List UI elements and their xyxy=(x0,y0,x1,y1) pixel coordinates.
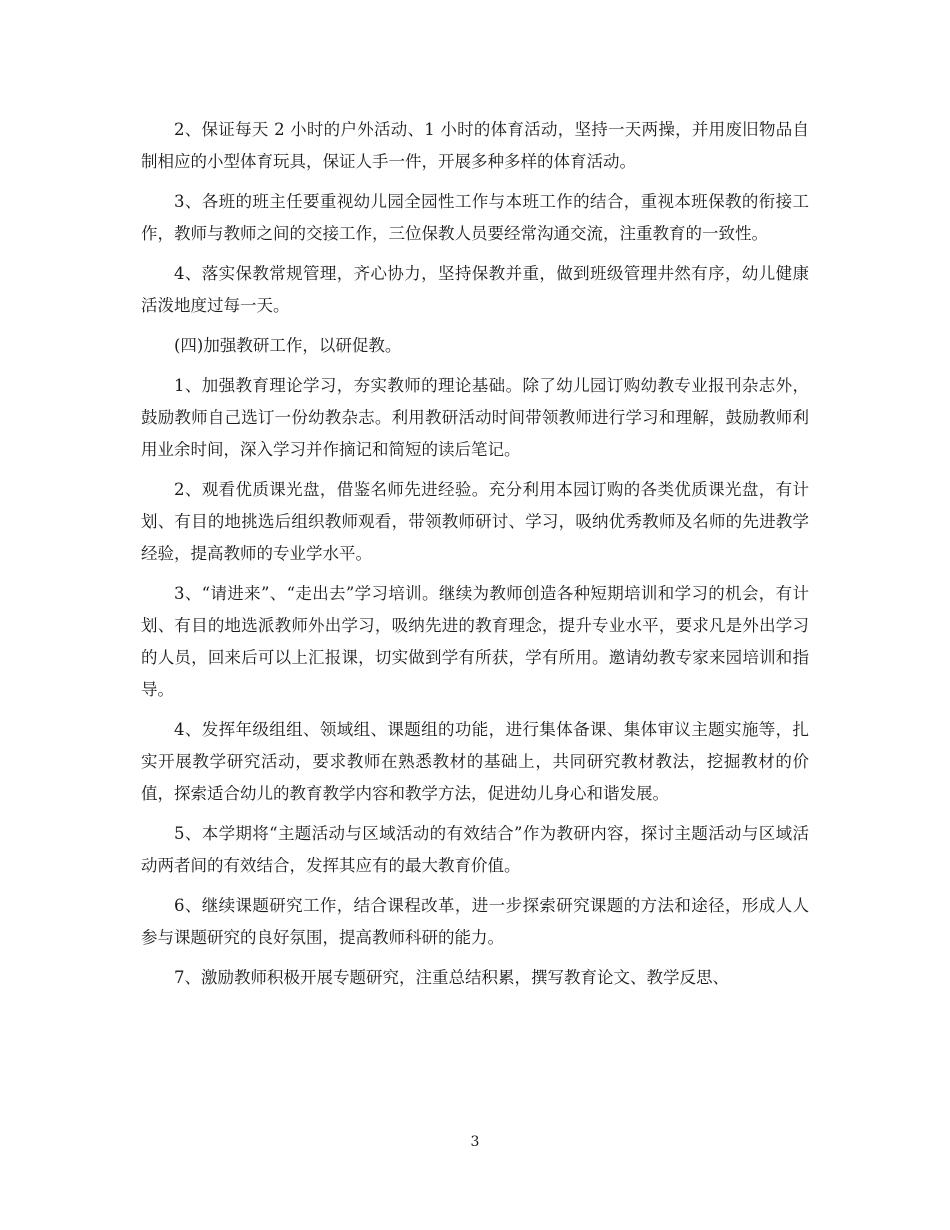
paragraph: 1、加强教育理论学习，夯实教师的理论基础。除了幼儿园订购幼教专业报刊杂志外，鼓励教师自己选订一份幼教杂志。利用教研活动时间带领教师进行学习和理解，鼓励教师利用业余时间，深入学习并作摘记和简短的读后笔记。 xyxy=(141,376,809,459)
page-number: 3 xyxy=(470,1134,480,1150)
paragraph: 6、继续课题研究工作，结合课程改革，进一步探索研究课题的方法和途径，形成人人参与课题研究的良好氛围，提高教师科研的能力。 xyxy=(141,896,809,947)
paragraph: 2、保证每天 2 小时的户外活动、1 小时的体育活动，坚持一天两操，并用废旧物品自制相应的小型体育玩具，保证人手一件，开展多种多样的体育活动。 xyxy=(141,120,809,171)
paragraph: 4、落实保教常规管理，齐心协力，坚持保教并重，做到班级管理井然有序，幼儿健康活泼地度过每一天。 xyxy=(141,264,809,315)
paragraph: 5、本学期将“主题活动与区域活动的有效结合”作为教研内容，探讨主题活动与区域活动两者间的有效结合，发挥其应有的最大教育价值。 xyxy=(141,824,809,875)
paragraph: 2、观看优质课光盘，借鉴名师先进经验。充分利用本园订购的各类优质课光盘，有计划、有目的地挑选后组织教师观看，带领教师研讨、学习，吸纳优秀教师及名师的先进教学经验，提高教师的专业学水平。 xyxy=(141,480,809,563)
paragraph: 7、激励教师积极开展专题研究，注重总结积累，撰写教育论文、教学反思、 xyxy=(174,968,729,987)
section-heading: (四)加强教研工作，以研促教。 xyxy=(174,336,402,355)
paragraph: 4、发挥年级组组、领域组、课题组的功能，进行集体备课、集体审议主题实施等，扎实开展教学研究活动，要求教师在熟悉教材的基础上，共同研究教材教法，挖掘教材的价值，探索适合幼儿的教育教学内容和教学方法，促进幼儿身心和谐发展。 xyxy=(141,720,809,803)
paragraph: 3、各班的班主任要重视幼儿园全园性工作与本班工作的结合，重视本班保教的衔接工作，教师与教师之间的交接工作，三位保教人员要经常沟通交流，注重教育的一致性。 xyxy=(141,192,809,243)
document-body xyxy=(141,114,809,1002)
paragraph: 3、“请进来”、“走出去”学习培训。继续为教师创造各种短期培训和学习的机会，有计划、有目的地选派教师外出学习，吸纳先进的教育理念，提升专业水平，要求凡是外出学习的人员，回来后可以上汇报课，切实做到学有所获，学有所用。邀请幼教专家来园培训和指导。 xyxy=(141,584,809,699)
